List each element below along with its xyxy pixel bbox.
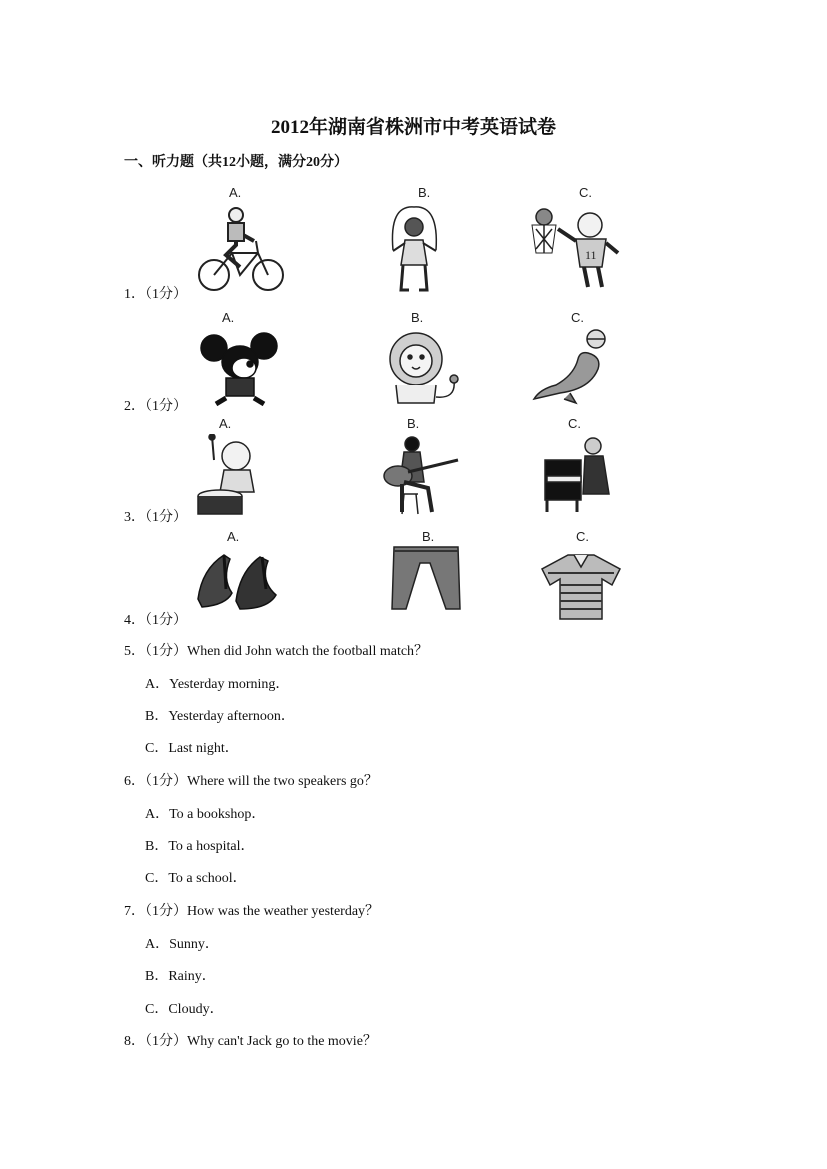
answer-option[interactable]: C．To a school． — [145, 871, 247, 886]
option-c-label: C. — [576, 529, 589, 544]
skipping-rope-picture[interactable] — [387, 205, 442, 295]
shoes-picture[interactable] — [196, 549, 280, 611]
option-c-label: C. — [571, 310, 584, 325]
question-text: 7．（1分）How was the weather yesterday？ — [124, 904, 380, 919]
option-c-label: C. — [568, 416, 581, 431]
mouse-picture[interactable] — [198, 332, 283, 407]
option-a-label: A. — [219, 416, 232, 431]
option-c-label: C. — [579, 185, 592, 200]
answer-option[interactable]: B．To a hospital． — [145, 839, 255, 854]
option-b-label: B. — [418, 185, 431, 200]
seal-picture[interactable] — [530, 329, 612, 407]
answer-option[interactable]: B．Rainy． — [145, 969, 216, 984]
answer-option[interactable]: A．To a bookshop． — [145, 807, 266, 822]
question-number: 1．（1分） — [124, 287, 187, 302]
question-text: 8．（1分）Why can't Jack go to the movie？ — [124, 1034, 377, 1049]
trousers-picture[interactable] — [390, 545, 462, 613]
lion-picture[interactable] — [380, 329, 462, 407]
question-number: 3．（1分） — [124, 510, 187, 525]
guitar-picture[interactable] — [380, 434, 462, 516]
bicycle-picture[interactable] — [196, 205, 286, 293]
page-title: 2012年湖南省株洲市中考英语试卷 — [270, 117, 556, 138]
t-shirt-picture[interactable] — [540, 553, 622, 621]
question-text: 5．（1分）When did John watch the football match？ — [124, 644, 429, 659]
question-number: 2．（1分） — [124, 399, 187, 414]
section-heading: 一、听力题（共12小题，满分20分） — [124, 155, 348, 170]
option-b-label: B. — [407, 416, 420, 431]
question-text: 6．（1分）Where will the two speakers go？ — [124, 774, 378, 789]
answer-option[interactable]: C．Last night． — [145, 741, 239, 756]
option-a-label: A. — [229, 185, 242, 200]
question-number: 4．（1分） — [124, 613, 187, 628]
svg-text:11: 11 — [585, 248, 597, 262]
answer-option[interactable]: A．Yesterday morning． — [145, 677, 290, 692]
drum-picture[interactable] — [196, 434, 266, 518]
answer-option[interactable]: C．Cloudy． — [145, 1002, 224, 1017]
option-b-label: B. — [422, 529, 435, 544]
option-a-label: A. — [222, 310, 235, 325]
basketball-picture[interactable] — [530, 205, 622, 293]
answer-option[interactable]: B．Yesterday afternoon． — [145, 709, 295, 724]
option-b-label: B. — [411, 310, 424, 325]
answer-option[interactable]: A．Sunny． — [145, 937, 219, 952]
piano-picture[interactable] — [543, 434, 615, 514]
option-a-label: A. — [227, 529, 240, 544]
